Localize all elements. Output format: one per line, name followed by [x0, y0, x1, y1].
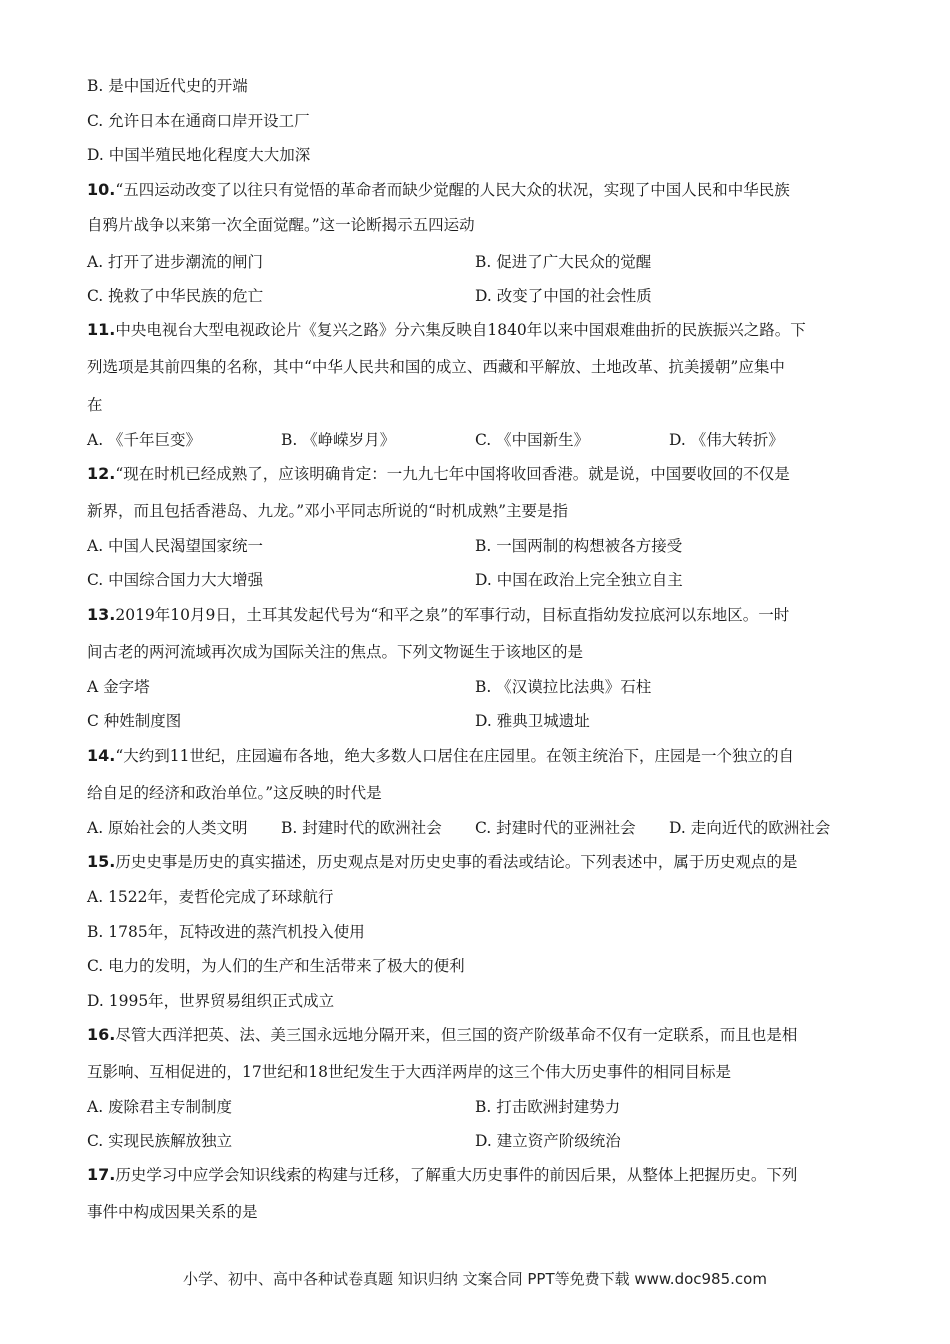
question-text-cont: 自鸦片战争以来第一次全面觉醒。”这一论断揭示五四运动 [87, 216, 475, 234]
question-10 [87, 180, 790, 200]
question-text-cont: 给自足的经济和政治单位。”这反映的时代是 [87, 784, 382, 802]
question-text-cont: 互影响、互相促进的，17世纪和18世纪发生于大西洋两岸的这三个伟大历史事件的相同目标是 [87, 1063, 731, 1081]
option-b: B. 打击欧洲封建势力 [475, 1098, 621, 1116]
question-text-cont: 事件中构成因果关系的是 [87, 1203, 258, 1221]
option-d: D. 走向近代的欧洲社会 [669, 819, 831, 837]
question-number: 13. [87, 605, 116, 624]
option-c: C. 电力的发明，为人们的生产和生活带来了极大的便利 [87, 957, 465, 975]
option-b: B. 《汉谟拉比法典》石柱 [475, 678, 652, 696]
question-16 [87, 1025, 797, 1045]
option-b: B. 促进了广大民众的觉醒 [475, 253, 652, 271]
question-text: 历史史事是历史的真实描述，历史观点是对历史史事的看法或结论。下列表述中，属于历史观点的是 [115, 853, 798, 871]
question-11 [87, 320, 806, 340]
question-number: 10. [87, 180, 116, 199]
option-a: A. 1522年，麦哲伦完成了环球航行 [87, 888, 334, 906]
question-text: 2019年10月9日，土耳其发起代号为“和平之泉”的军事行动，目标直指幼发拉底河以东地区。一时 [115, 606, 790, 624]
option-a: A. 废除君主专制制度 [87, 1098, 233, 1116]
option-d: D. 中国在政治上完全独立自主 [475, 571, 683, 589]
option-d: D. 《伟大转折》 [669, 431, 784, 449]
option-d: D. 中国半殖民地化程度大大加深 [87, 146, 311, 164]
question-15 [87, 852, 797, 872]
option-d: D. 建立资产阶级统治 [475, 1132, 621, 1150]
question-14 [87, 746, 794, 766]
option-c: C 种姓制度图 [87, 712, 182, 730]
question-text-cont: 列选项是其前四集的名称，其中“中华人民共和国的成立、西藏和平解放、土地改革、抗美援朝”应集中 [87, 358, 785, 376]
option-a: A. 中国人民渴望国家统一 [87, 537, 264, 555]
question-text: “大约到11世纪，庄园遍布各地，绝大多数人口居住在庄园里。在领主统治下，庄园是一个独立的自 [115, 747, 794, 765]
option-b: B. 是中国近代史的开端 [87, 77, 248, 95]
option-d: D. 改变了中国的社会性质 [475, 287, 652, 305]
question-number: 16. [87, 1025, 116, 1044]
question-text: 历史学习中应学会知识线索的构建与迁移，了解重大历史事件的前因后果，从整体上把握历史。下列 [115, 1166, 798, 1184]
question-number: 17. [87, 1165, 116, 1184]
option-d: D. 1995年，世界贸易组织正式成立 [87, 992, 335, 1010]
option-b: B. 1785年，瓦特改进的蒸汽机投入使用 [87, 923, 365, 941]
option-a: A. 打开了进步潮流的闸门 [87, 253, 264, 271]
option-c: C. 封建时代的亚洲社会 [475, 819, 636, 837]
question-number: 12. [87, 464, 116, 483]
page-footer: 小学、初中、高中各种试卷真题 知识归纳 文案合同 PPT等免费下载 www.doc985.com [183, 1270, 767, 1288]
option-b: B. 封建时代的欧洲社会 [281, 819, 442, 837]
option-b: B. 一国两制的构想被各方接受 [475, 537, 683, 555]
option-a: A 金字塔 [87, 678, 150, 696]
question-13 [87, 605, 789, 625]
option-c: C. 实现民族解放独立 [87, 1132, 233, 1150]
question-number: 14. [87, 746, 116, 765]
option-a: A. 《千年巨变》 [87, 431, 202, 449]
option-b: B. 《峥嵘岁月》 [281, 431, 396, 449]
option-a: A. 原始社会的人类文明 [87, 819, 248, 837]
question-number: 11. [87, 320, 116, 339]
question-text-cont: 新界，而且包括香港岛、九龙。”邓小平同志所说的“时机成熟”主要是指 [87, 502, 569, 520]
question-text-cont: 在 [87, 396, 103, 414]
question-text: “现在时机已经成熟了，应该明确肯定：一九九七年中国将收回香港。就是说，中国要收回的不仅是 [115, 465, 790, 483]
question-number: 15. [87, 852, 116, 871]
question-text-cont: 间古老的两河流域再次成为国际关注的焦点。下列文物诞生于该地区的是 [87, 643, 584, 661]
option-c: C. 中国综合国力大大增强 [87, 571, 264, 589]
question-12 [87, 464, 790, 484]
option-c: C. 挽救了中华民族的危亡 [87, 287, 264, 305]
option-c: C. 《中国新生》 [475, 431, 590, 449]
option-c: C. 允许日本在通商口岸开设工厂 [87, 112, 310, 130]
question-text: 中央电视台大型电视政论片《复兴之路》分六集反映自1840年以来中国艰难曲折的民族振兴之路。下 [115, 321, 806, 339]
option-d: D. 雅典卫城遗址 [475, 712, 590, 730]
question-text: 尽管大西洋把英、法、美三国永远地分隔开来，但三国的资产阶级革命不仅有一定联系，而且也是相 [115, 1026, 798, 1044]
question-text: “五四运动改变了以往只有觉悟的革命者而缺少觉醒的人民大众的状况，实现了中国人民和中华民族 [115, 181, 790, 199]
question-17 [87, 1165, 797, 1185]
